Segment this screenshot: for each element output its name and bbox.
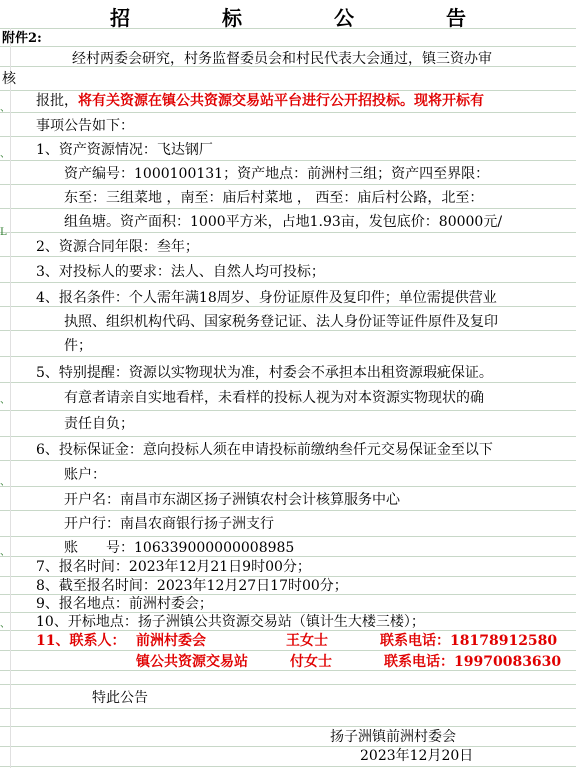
item-5-line-1: 5、特别提醒：资源以实物现状为准，村委会不承担本出租资源瑕疵保证。: [36, 365, 493, 381]
item-1-detail-2: 东至：三组菜地 ，南至：庙后村菜地 ， 西至：庙后村公路，北至：: [64, 190, 484, 206]
item-1-detail-3: 组鱼塘。资产面积：1000平方米，占地1.93亩，发包底价：80000元/: [64, 214, 503, 230]
attachment-label: 附件2:: [2, 31, 42, 46]
intro-line-3: [36, 92, 484, 110]
item-5-line-2: 有意者请亲自实地看样，未看样的投标人视为对本资源实物现状的确: [64, 390, 484, 406]
account-bank: 开户行：南昌农商银行扬子洲支行: [64, 516, 274, 532]
account-number: 账 号：106339000000008985: [64, 540, 295, 556]
item-4-line-2: 执照、组织机构代码、国家税务登记证、法人身份证等证件原件及复印: [64, 314, 498, 330]
contact-1-name: 王女士: [286, 633, 328, 649]
margin-mark: 、: [0, 547, 10, 558]
contact-2-phone: 联系电话：19970083630: [384, 654, 562, 670]
intro-line-3-highlight: 将有关资源在镇公共资源交易站平台进行公开招投标。现将开标有: [78, 93, 484, 109]
intro-line-3-start: 报批，: [36, 93, 78, 109]
column-divider: [10, 28, 11, 768]
item-4-line-3: 件；: [64, 338, 92, 354]
contact-1-phone: 联系电话：18178912580: [380, 633, 558, 649]
closing-text: 特此公告: [92, 690, 148, 706]
item-6-line-2: 账户：: [64, 467, 106, 483]
contact-1-org: 前洲村委会: [136, 633, 206, 649]
intro-line-1: 经村两委会研究，村务监督委员会和村民代表大会通过，镇三资办审: [72, 51, 492, 67]
margin-mark: 、: [0, 103, 10, 114]
contact-2-org: 镇公共资源交易站: [136, 654, 248, 670]
item-5-line-3: 责任自负；: [64, 416, 134, 432]
intro-line-4: 事项公告如下：: [36, 118, 134, 134]
intro-line-2: 核: [2, 71, 16, 87]
item-2: 2、资源合同年限：叁年；: [36, 239, 199, 255]
margin-mark: 、: [0, 619, 10, 630]
item-8: 8、截至报名时间：2023年12月27日17时00分；: [36, 578, 348, 594]
signature-date: 2023年12月20日: [360, 748, 474, 764]
margin-mark: L: [0, 227, 7, 238]
margin-mark: 、: [0, 477, 10, 488]
item-1-detail-1: 资产编号：1000100131；资产地点：前洲村三组；资产四至界限：: [64, 166, 490, 182]
item-3: 3、对投标人的要求：法人、自然人均可投标；: [36, 264, 325, 280]
item-9: 9、报名地点：前洲村委会；: [36, 596, 213, 612]
page-title: 招 标 公 告: [110, 6, 502, 30]
account-name: 开户名：南昌市东湖区扬子洲镇农村会计核算服务中心: [64, 492, 400, 508]
margin-mark: 、: [0, 149, 10, 160]
item-4-line-1: 4、报名条件：个人需年满18周岁、身份证原件及复印件；单位需提供营业: [36, 290, 497, 306]
contact-2-name: 付女士: [290, 654, 332, 670]
item-6-line-1: 6、投标保证金：意向投标人须在申请投标前缴纳叁仟元交易保证金至以下: [36, 442, 493, 458]
margin-mark: 、: [0, 395, 10, 406]
item-10: 10、开标地点：扬子洲镇公共资源交易站（镇计生大楼三楼）；: [36, 614, 425, 630]
item-1: 1、资产资源情况：飞达钢厂: [36, 142, 213, 158]
signature-org: 扬子洲镇前洲村委会: [330, 729, 456, 745]
contact-label: 11、联系人：: [36, 633, 126, 649]
item-7: 7、报名时间：2023年12月21日9时00分；: [36, 559, 311, 575]
